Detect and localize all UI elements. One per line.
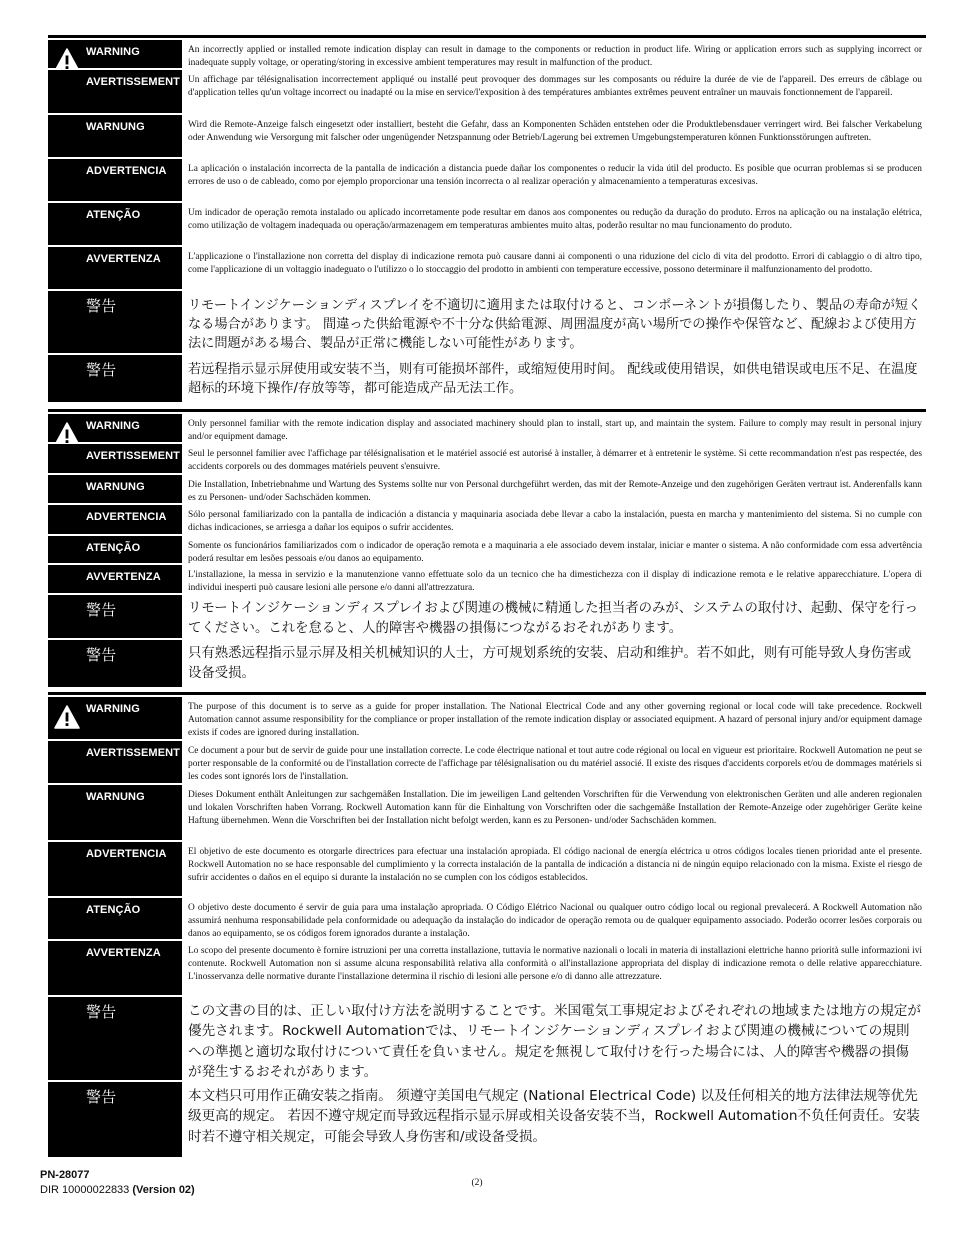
warning-label: 警告 (86, 361, 117, 379)
section-divider (48, 35, 926, 38)
warning-row-zh (48, 1082, 926, 1157)
dir-number: DIR 10000022833 (40, 1183, 130, 1196)
warning-text: Un affichage par télésignalisation incorrectement appliqué ou installé peut provoquer des dommages sur les composants ou réduire la durée de vie de l'appareil. Des erreurs de câblage ou d'application telles qu'un voltage incorrect ou inadapté ou la mise en service/l'exposition à des températures ambiantes extrêmes peuvent entraîner un mauvais fonctionnement de l'appareil. (182, 70, 926, 115)
section-divider (48, 409, 926, 412)
warning-row-ja (48, 595, 926, 640)
warning-label: 警告 (86, 297, 117, 315)
warning-text: Dieses Dokument enthält Anleitungen zur sachgemäßen Installation. Die im jeweiligen Land geltenden Vorschriften für die Verwendung von elektronischen Geräten und alle anderen regionalen und lokalen Vorschriften haben Vorrang. Rockwell Automation kann für die Einhaltung von Vorschriften oder die sachgemäße Installation der Remote-Anzeige oder zugehöriger Geräte keine Haftung übernehmen. Wenn die Vorschriften bei der Installation nicht befolgt werden, kann es zu Personen- und/oder Sachschäden kommen. (182, 785, 926, 842)
warning-row-it (48, 941, 926, 997)
section-divider (48, 692, 926, 695)
warning-text: The purpose of this document is to serve as a guide for proper installation. The National Electrical Code and any other governing regional or local code will take precedence. Rockwell Automation cannot assume responsibility for the compliance or proper installation of the remote indication display or associated equipment. A hazard of personal injury and/or equipment damage exists if codes are ignored during installation. (182, 697, 926, 741)
warning-text: Seul le personnel familier avec l'affichage par télésignalisation et le matériel associé est autorisé à installer, à démarrer et à entretenir le système. Si cette recommandation n'est pas respectée, des accidents corporels ou des dommages matériels peuvent s'ensuivre. (182, 444, 926, 475)
warning-label: AVVERTENZA (86, 571, 161, 583)
warning-row-pt (48, 898, 926, 941)
warning-row-en (48, 40, 926, 70)
warning-text: Only personnel familiar with the remote indication display and associated machinery should plan to install, start up, and maintain the system. Failure to comply may result in personal injury and/or equipment damage. (182, 414, 926, 444)
warning-label: 警告 (86, 601, 117, 619)
page-number: (2) (471, 1178, 483, 1188)
warning-label: 警告 (86, 1003, 117, 1021)
warning-label: AVVERTENZA (86, 253, 161, 265)
warning-text: El objetivo de este documento es otorgarle directrices para efectuar una instalación apropiada. El código nacional de energía eléctrica u otros códigos locales tienen prioridad ante el presente. Rockwell Automation no se hace responsable del cumplimiento y la correcta instalación de la pantalla de indicación a distancia ni de ningún equipo relacionado con la misma. Existe el riesgo de sufrir accidentes o daños en el equipo si durante la instalación no se cumplen con los códigos establecidos. (182, 842, 926, 898)
warning-label: AVVERTENZA (86, 947, 161, 959)
warning-text: La aplicación o instalación incorrecta de la pantalla de indicación a distancia puede dañar los componentes o reducir la vida útil del producto. Es posible que ocurran problemas si se producen errores de uso o de cableado, como por ejemplo proporcionar una tensión incorrecta o al realizar operación y almacenamiento a temperaturas excesivas. (182, 159, 926, 203)
warning-label: ATENÇÃO (86, 904, 141, 916)
warning-label: WARNING (86, 420, 140, 432)
version-label: (Version 02) (132, 1183, 195, 1196)
warning-row-fr (48, 741, 926, 785)
warning-label: WARNUNG (86, 481, 145, 493)
warning-row-de (48, 785, 926, 842)
warning-text: Die Installation, Inbetriebnahme und Wartung des Systems sollte nur von Personal durchgeführt werden, das mit der Remote-Anzeige und den zugehörigen Geräten vertraut ist. Anderenfalls kann es zu Personen- und/oder Sachschäden kommen. (182, 475, 926, 505)
warning-text: 若远程指示显示屏使用或安装不当，则有可能损坏部件，或缩短使用时间。 配线或使用错误，如供电错误或电压不足、在温度超标的环境下操作/存放等等，都可能造成产品无法工作。 (182, 355, 926, 402)
warning-label: ATENÇÃO (86, 542, 141, 554)
warning-triangle-icon (54, 422, 80, 446)
warning-row-es (48, 842, 926, 898)
part-number: PN-28077 (40, 1169, 90, 1181)
warning-text: Lo scopo del presente documento è fornire istruzioni per una corretta installazione, tuttavia le normative nazionali o locali in materia di installazioni elettriche hanno priorità sulle informazioni ivi contenute. Rockwell Automation non si assume alcuna responsabilità relativa alla conformità o all'installazione appropriata del display di indicazione remota o delle relative apparecchiature. L'inosservanza delle normative durante l'installazione determina il rischio di lesioni alle persone e/o di danno alle attrezzature. (182, 941, 926, 997)
warning-row-de (48, 115, 926, 159)
warning-row-pt (48, 203, 926, 247)
warning-text: Wird die Remote-Anzeige falsch eingesetzt oder installiert, besteht die Gefahr, dass an Komponenten Schäden entstehen oder die Produktlebensdauer verringert wird. Bei falscher Verkabelung oder Anwendung wie Versorgung mit falscher oder ungenügender Netzspannung oder Betrieb/Lagerung bei extremen Umgebungstemperaturen können Funktionsstörungen auftreten. (182, 115, 926, 159)
warning-label: AVERTISSEMENT (86, 76, 180, 88)
warning-label: AVERTISSEMENT (86, 450, 180, 462)
warning-section-2 (48, 414, 926, 687)
warning-row-fr (48, 444, 926, 475)
warning-row-ja (48, 291, 926, 355)
warning-text: この文書の目的は、正しい取付け方法を説明することです。米国電気工事規定およびそれぞれの地域または地方の規定が優先されます。Rockwell Automationでは、リモートインジケーションディスプレイおよび関連の機械についての規則への準拠と適切な取付けについて責任を負いません。規定を無視して取付けを行った場合には、人的障害や機器の損傷が発生するおそれがあります。 (182, 997, 926, 1082)
warning-row-zh (48, 355, 926, 402)
warning-row-it (48, 247, 926, 291)
warning-label: AVERTISSEMENT (86, 747, 180, 759)
warning-section-1 (48, 40, 926, 406)
warning-text: Um indicador de operação remota instalado ou aplicado incorretamente pode resultar em danos aos componentes ou redução da duração do produto. Erros na aplicação ou na instalação elétrica, como utilização de voltagem inadequada ou operação/armazenagem em temperaturas ambientes muito altas, poderão resultar no mau funcionamento do produto. (182, 203, 926, 247)
warning-row-de (48, 475, 926, 505)
warning-text: リモートインジケーションディスプレイを不適切に適用または取付けると、コンポーネントが損傷したり、製品の寿命が短くなる場合があります。 間違った供給電源や不十分な供給電源、周囲温度が高い場所での操作や保管など、配線および使用方法に問題がある場合、製品が正常に機能しない可能性があります。 (182, 291, 926, 355)
warning-label: WARNUNG (86, 121, 145, 133)
warning-row-ja (48, 997, 926, 1082)
warning-label: WARNUNG (86, 791, 145, 803)
warning-label: ADVERTENCIA (86, 165, 167, 177)
warning-label: WARNING (86, 46, 140, 58)
warning-label: WARNING (86, 703, 140, 715)
warning-row-fr (48, 70, 926, 115)
warning-triangle-icon (54, 705, 80, 729)
warning-row-it (48, 565, 926, 595)
warning-label: ATENÇÃO (86, 209, 141, 221)
warning-text: Sólo personal familiarizado con la pantalla de indicación a distancia y maquinaria asociada debe llevar a cabo la instalación, puesta en marcha y mantenimiento del sistema. Si no cumple con dichas indicaciones, se arriesga a dañar los equipos o sufrir accidentes. (182, 505, 926, 536)
warning-row-en (48, 414, 926, 444)
warning-label: ADVERTENCIA (86, 511, 167, 523)
warning-label: 警告 (86, 1088, 117, 1106)
warning-text: 只有熟悉远程指示显示屏及相关机械知识的人士，方可规划系统的安装、启动和维护。若不如此，则有可能导致人身伤害或设备受损。 (182, 640, 926, 687)
warning-row-zh (48, 640, 926, 687)
warning-label: 警告 (86, 646, 117, 664)
warning-row-en (48, 697, 926, 741)
warning-text: Ce document a pour but de servir de guide pour une installation correcte. Le code électrique national et tout autre code régional ou local en vigueur est prioritaire. Rockwell Automation ne peut se porter responsable de la conformité ou de l'installation correcte de l'affichage par télésignalisation ou du matériel associé. Il existe des risques d'accidents corporels et/ou de dommages matériels si les codes sont ignorés lors de l'installation. (182, 741, 926, 785)
warning-triangle-icon (54, 48, 80, 72)
warning-label: ADVERTENCIA (86, 848, 167, 860)
warning-row-es (48, 159, 926, 203)
warning-section-3 (48, 697, 926, 1157)
warning-text: リモートインジケーションディスプレイおよび関連の機械に精通した担当者のみが、システムの取付け、起動、保守を行ってください。これを怠ると、人的障害や機器の損傷につながるおそれがあります。 (182, 595, 926, 640)
warning-text: L'installazione, la messa in servizio e la manutenzione vanno effettuate solo da un tecnico che ha dimestichezza con il display di indicazione remota e le relative apparecchiature. L'opera di individui inesperti può causare lesioni alle persone e/o danni all'attrezzatura. (182, 565, 926, 595)
warning-row-es (48, 505, 926, 536)
warning-text: Somente os funcionários familiarizados com o indicador de operação remota e a maquinaria a ele associado devem instalar, iniciar e manter o sistema. A não conformidade com essa advertência poderá resultar em lesões pessoais e/ou danos ao equipamento. (182, 536, 926, 565)
warning-text: L'applicazione o l'installazione non corretta del display di indicazione remota può causare danni ai componenti o una riduzione del ciclo di vita del prodotto. Errori di cablaggio o di altro tipo, come l'applicazione di un voltaggio inadeguato o l'utilizzo o lo stoccaggio del prodotto in ambienti con temperature eccessive, possono determinare il malfunzionamento del prodotto. (182, 247, 926, 291)
warning-text: An incorrectly applied or installed remote indication display can result in damage to the components or reduction in product life. Wiring or application errors such as supplying incorrect or inadequate supply voltage, or operating/storing in excessive ambient temperatures may result in malfunction of the product. (182, 40, 926, 70)
warning-text: 本文档只可用作正确安装之指南。 须遵守美国电气规定 (National Electrical Code) 以及任何相关的地方法律法规等优先级更高的规定。 若因不遵守规定而导致远程指示显示屏或相关设备安装不当，Rockwell Automation不负任何责任。安装时若不遵守相关规定，可能会导致人身伤害和/或设备受损。 (182, 1082, 926, 1157)
warning-row-pt (48, 536, 926, 565)
warning-text: O objetivo deste documento é servir de guia para uma instalação apropriada. O Código Elétrico Nacional ou qualquer outro código local ou regional prevalecerá. A Rockwell Automation não assumirá nenhuma responsabilidade pela conformidade ou adequação da instalação do indicador de operação remota ou de qualquer equipamento associado. Poderão ocorrer lesões corporais ou danos ao equipamento, se os códigos forem ignorados durante a instalação. (182, 898, 926, 941)
